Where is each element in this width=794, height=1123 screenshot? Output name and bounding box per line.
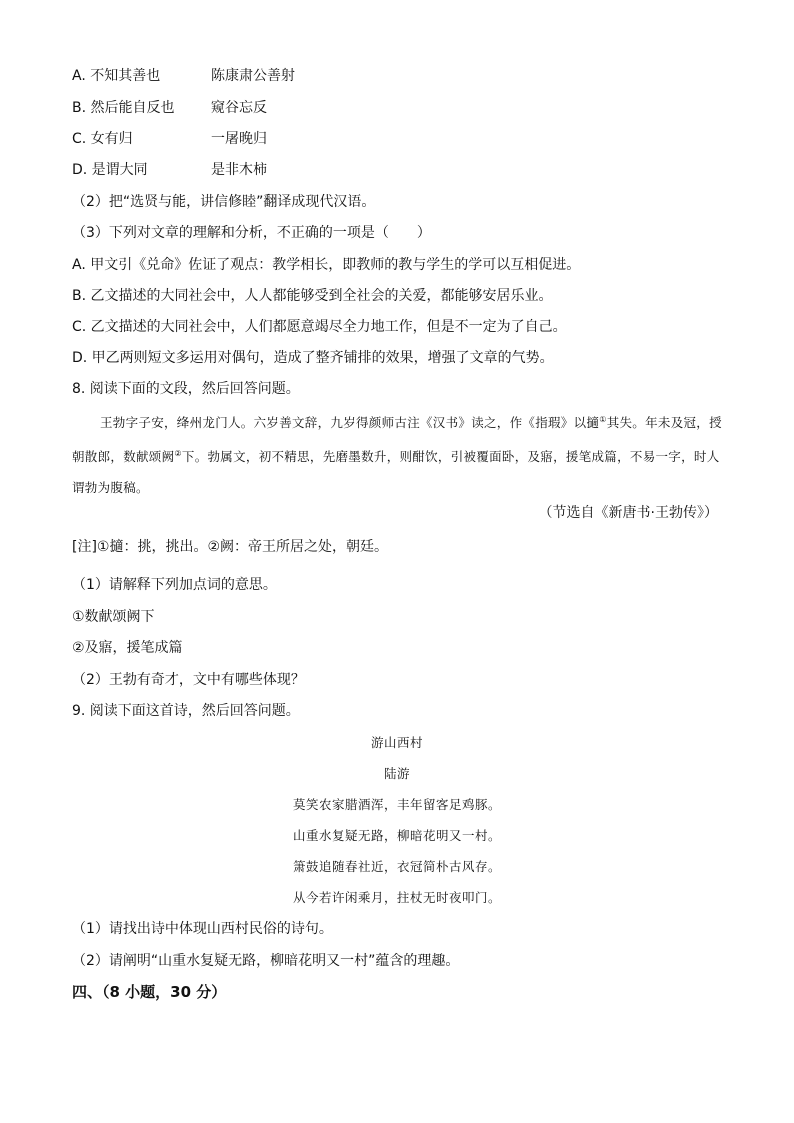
choice-b: B. 乙文描述的大同社会中，人人都能够受到全社会的关爱，都能够安居乐业。 (72, 288, 553, 304)
sub-item: ②及寤，援笔成篇 (72, 640, 183, 656)
option-row (72, 66, 295, 86)
poem-line: 箫鼓追随春社近，衣冠简朴古风存。 (292, 859, 501, 874)
option-text-a: B. 然后能自反也 (72, 100, 175, 116)
question-9-title: 9. 阅读下面这首诗，然后回答问题。 (72, 703, 300, 719)
sub-item: ①数献颂阙下 (72, 609, 155, 625)
poem-line: 莫笑农家腊酒浑，丰年留客足鸡豚。 (292, 797, 501, 812)
note-mark: ② (174, 449, 182, 459)
option-text-b: 陈康肃公善射 (211, 68, 295, 84)
annotation-notes: [注]①擿：挑，挑出。②阙：帝王所居之处，朝廷。 (72, 539, 389, 555)
passage-source: （节选自《新唐书·王勃传》） (538, 505, 718, 521)
option-row (72, 98, 267, 118)
choice-a: A. 甲文引《兑命》佐证了观点：教学相长，即教师的教与学生的学可以互相促进。 (72, 257, 581, 273)
question-9-2: （2）请阐明“山重水复疑无路，柳暗花明又一村”蕴含的理趣。 (72, 953, 460, 969)
section-heading: 四、（8 小题，30 分） (72, 983, 227, 1001)
poem-line: 从今若许闲乘月，拄杖无时夜叩门。 (292, 890, 501, 905)
option-text-a: D. 是谓大同 (72, 162, 148, 178)
poem-author: 陆游 (383, 766, 410, 781)
option-text-a: C. 女有归 (72, 131, 133, 147)
question-7-2: （2）把“选贤与能，讲信修睦”翻译成现代汉语。 (72, 194, 376, 210)
choice-c: C. 乙文描述的大同社会中，人们都愿意竭尽全力地工作，但是不一定为了自己。 (72, 319, 567, 335)
option-text-b: 是非木柿 (211, 162, 267, 178)
option-text-b: 窥谷忘反 (211, 100, 267, 116)
classical-passage (72, 404, 724, 503)
option-row (72, 129, 267, 149)
option-text-b: 一屠晚归 (211, 131, 267, 147)
question-9-1: （1）请找出诗中体现山西村民俗的诗句。 (72, 921, 333, 937)
passage-text: 其失。年未及冠，授朝散郎，数献颂阙 (72, 415, 722, 465)
poem-title: 游山西村 (370, 735, 423, 750)
choice-d: D. 甲乙两则短文多运用对偶句，造成了整齐铺排的效果，增强了文章的气势。 (72, 350, 554, 366)
question-8-2: （2）王勃有奇才，文中有哪些体现？ (72, 672, 305, 688)
option-text-a: A. 不知其善也 (72, 68, 161, 84)
poem-line: 山重水复疑无路，柳暗花明又一村。 (292, 828, 501, 843)
note-mark: ① (599, 415, 607, 424)
passage-text: 王勃字子安，绛州龙门人。六岁善文辞，九岁得颜师古注《汉书》读之，作《指瑕》以擿 (100, 415, 600, 431)
option-row (72, 160, 267, 180)
question-7-3: （3）下列对文章的理解和分析，不正确的一项是（ ） (72, 225, 431, 241)
question-8-title: 8. 阅读下面的文段，然后回答问题。 (72, 381, 300, 397)
passage-text: 下。勃属文，初不精思，先磨墨数升，则酣饮，引被覆面卧，及寤，援笔成篇，不易一字，时人谓勃为腹稿。 (72, 449, 720, 496)
question-8-1: （1）请解释下列加点词的意思。 (72, 577, 277, 593)
